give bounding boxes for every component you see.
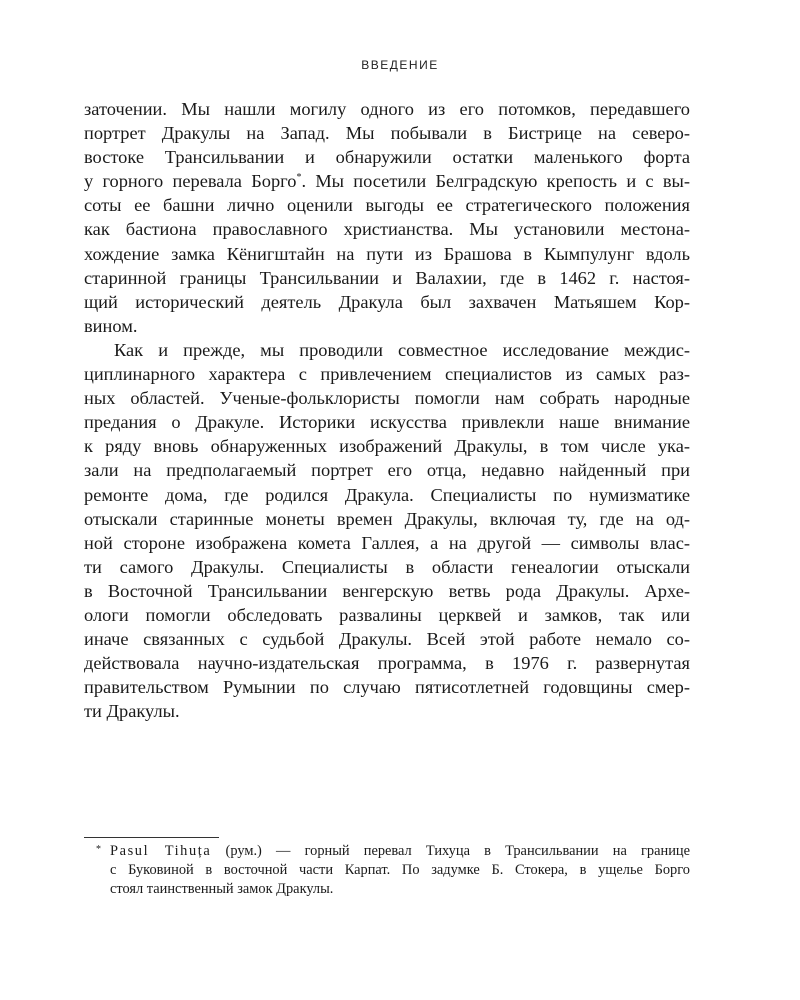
text-line: хождение замка Кёнигштайн на пути из Брашова в Кымпулунг вдоль: [84, 243, 690, 264]
text-line: иначе связанных с судьбой Дракулы. Всей этой работе немало со-: [84, 629, 690, 650]
text-line: циплинарного характера с привлечением специалистов из самых раз-: [84, 364, 690, 385]
text-segment: . Мы посетили Белградскую крепость и с вы-: [301, 171, 691, 192]
footnote-line: стоял таинственный замок Дракулы.: [110, 881, 334, 897]
footnote-text: (рум.) — горный перевал Тихуца в Трансильвании на границе: [211, 843, 690, 859]
footnote-line: с Буковиной в восточной части Карпат. По задумке Б. Стокера, в ущелье Борго: [110, 862, 690, 878]
text-line: как бастиона православного христианства. Мы установили местона-: [84, 219, 690, 240]
text-line: ремонте дома, где родился Дракула. Специалисты по нумизматике: [84, 484, 690, 505]
footnote-divider: [84, 837, 219, 838]
paragraph-1: [84, 97, 690, 338]
running-head: ВВЕДЕНИЕ: [361, 58, 439, 72]
text-line: ологи помогли обследовать развалины церквей и замков, так или: [84, 604, 690, 625]
text-line: ти самого Дракулы. Специалисты в области генеалогии отыскали: [84, 556, 690, 577]
text-line: старинной границы Трансильвании и Валахии, где в 1462 г. настоя-: [84, 267, 690, 288]
text-line: в Восточной Трансильвании венгерскую ветвь рода Дракулы. Архе-: [84, 580, 690, 601]
footnote-marker: *: [96, 844, 101, 855]
text-line: правительством Румынии по случаю пятисотлетней годовщины смер-: [84, 677, 690, 698]
text-line: востоке Трансильвании и обнаружили остатки маленького форта: [84, 147, 690, 168]
text-line: ти Дракулы.: [84, 701, 180, 722]
footnote-line: [110, 842, 690, 861]
footnote-reference[interactable]: *: [296, 172, 302, 184]
text-line: вином.: [84, 315, 138, 336]
footnote-term: Pasul Tihuța: [110, 843, 212, 859]
footnote: [84, 842, 690, 899]
text-line: к ряду вновь обнаруженных изображений Дракулы, в том числе ука-: [84, 436, 690, 457]
text-line: ной стороне изображена комета Галлея, а на другой — символы влас-: [84, 532, 690, 553]
text-line-with-footnote: [84, 169, 690, 193]
text-line: действовала научно-издательская программа, в 1976 г. развернутая: [84, 653, 690, 674]
text-line: щий исторический деятель Дракула был захвачен Матьяшем Кор-: [84, 291, 690, 312]
text-line: предания о Дракуле. Историки искусства привлекли наше внимание: [84, 412, 690, 433]
footnote-body: [110, 842, 690, 899]
text-line: портрет Дракулы на Запад. Мы побывали в Бистрице на северо-: [84, 123, 690, 144]
text-line: заточении. Мы нашли могилу одного из его потомков, передавшего: [84, 99, 690, 119]
text-line: отыскали старинные монеты времен Дракулы, включая ту, где на од-: [84, 508, 690, 529]
text-line: зали на предполагаемый портрет его отца, недавно найденный при: [84, 460, 690, 481]
text-line: соты ее башни лично оценили выгоды ее стратегического положения: [84, 195, 690, 216]
body-text: [84, 97, 690, 723]
text-segment: у горного перевала Борго: [84, 171, 297, 192]
paragraph-2: [84, 338, 690, 724]
text-line: Как и прежде, мы проводили совместное исследование междис-: [114, 339, 690, 360]
text-line: ных областей. Ученые-фольклористы помогли нам собрать народные: [84, 388, 690, 409]
